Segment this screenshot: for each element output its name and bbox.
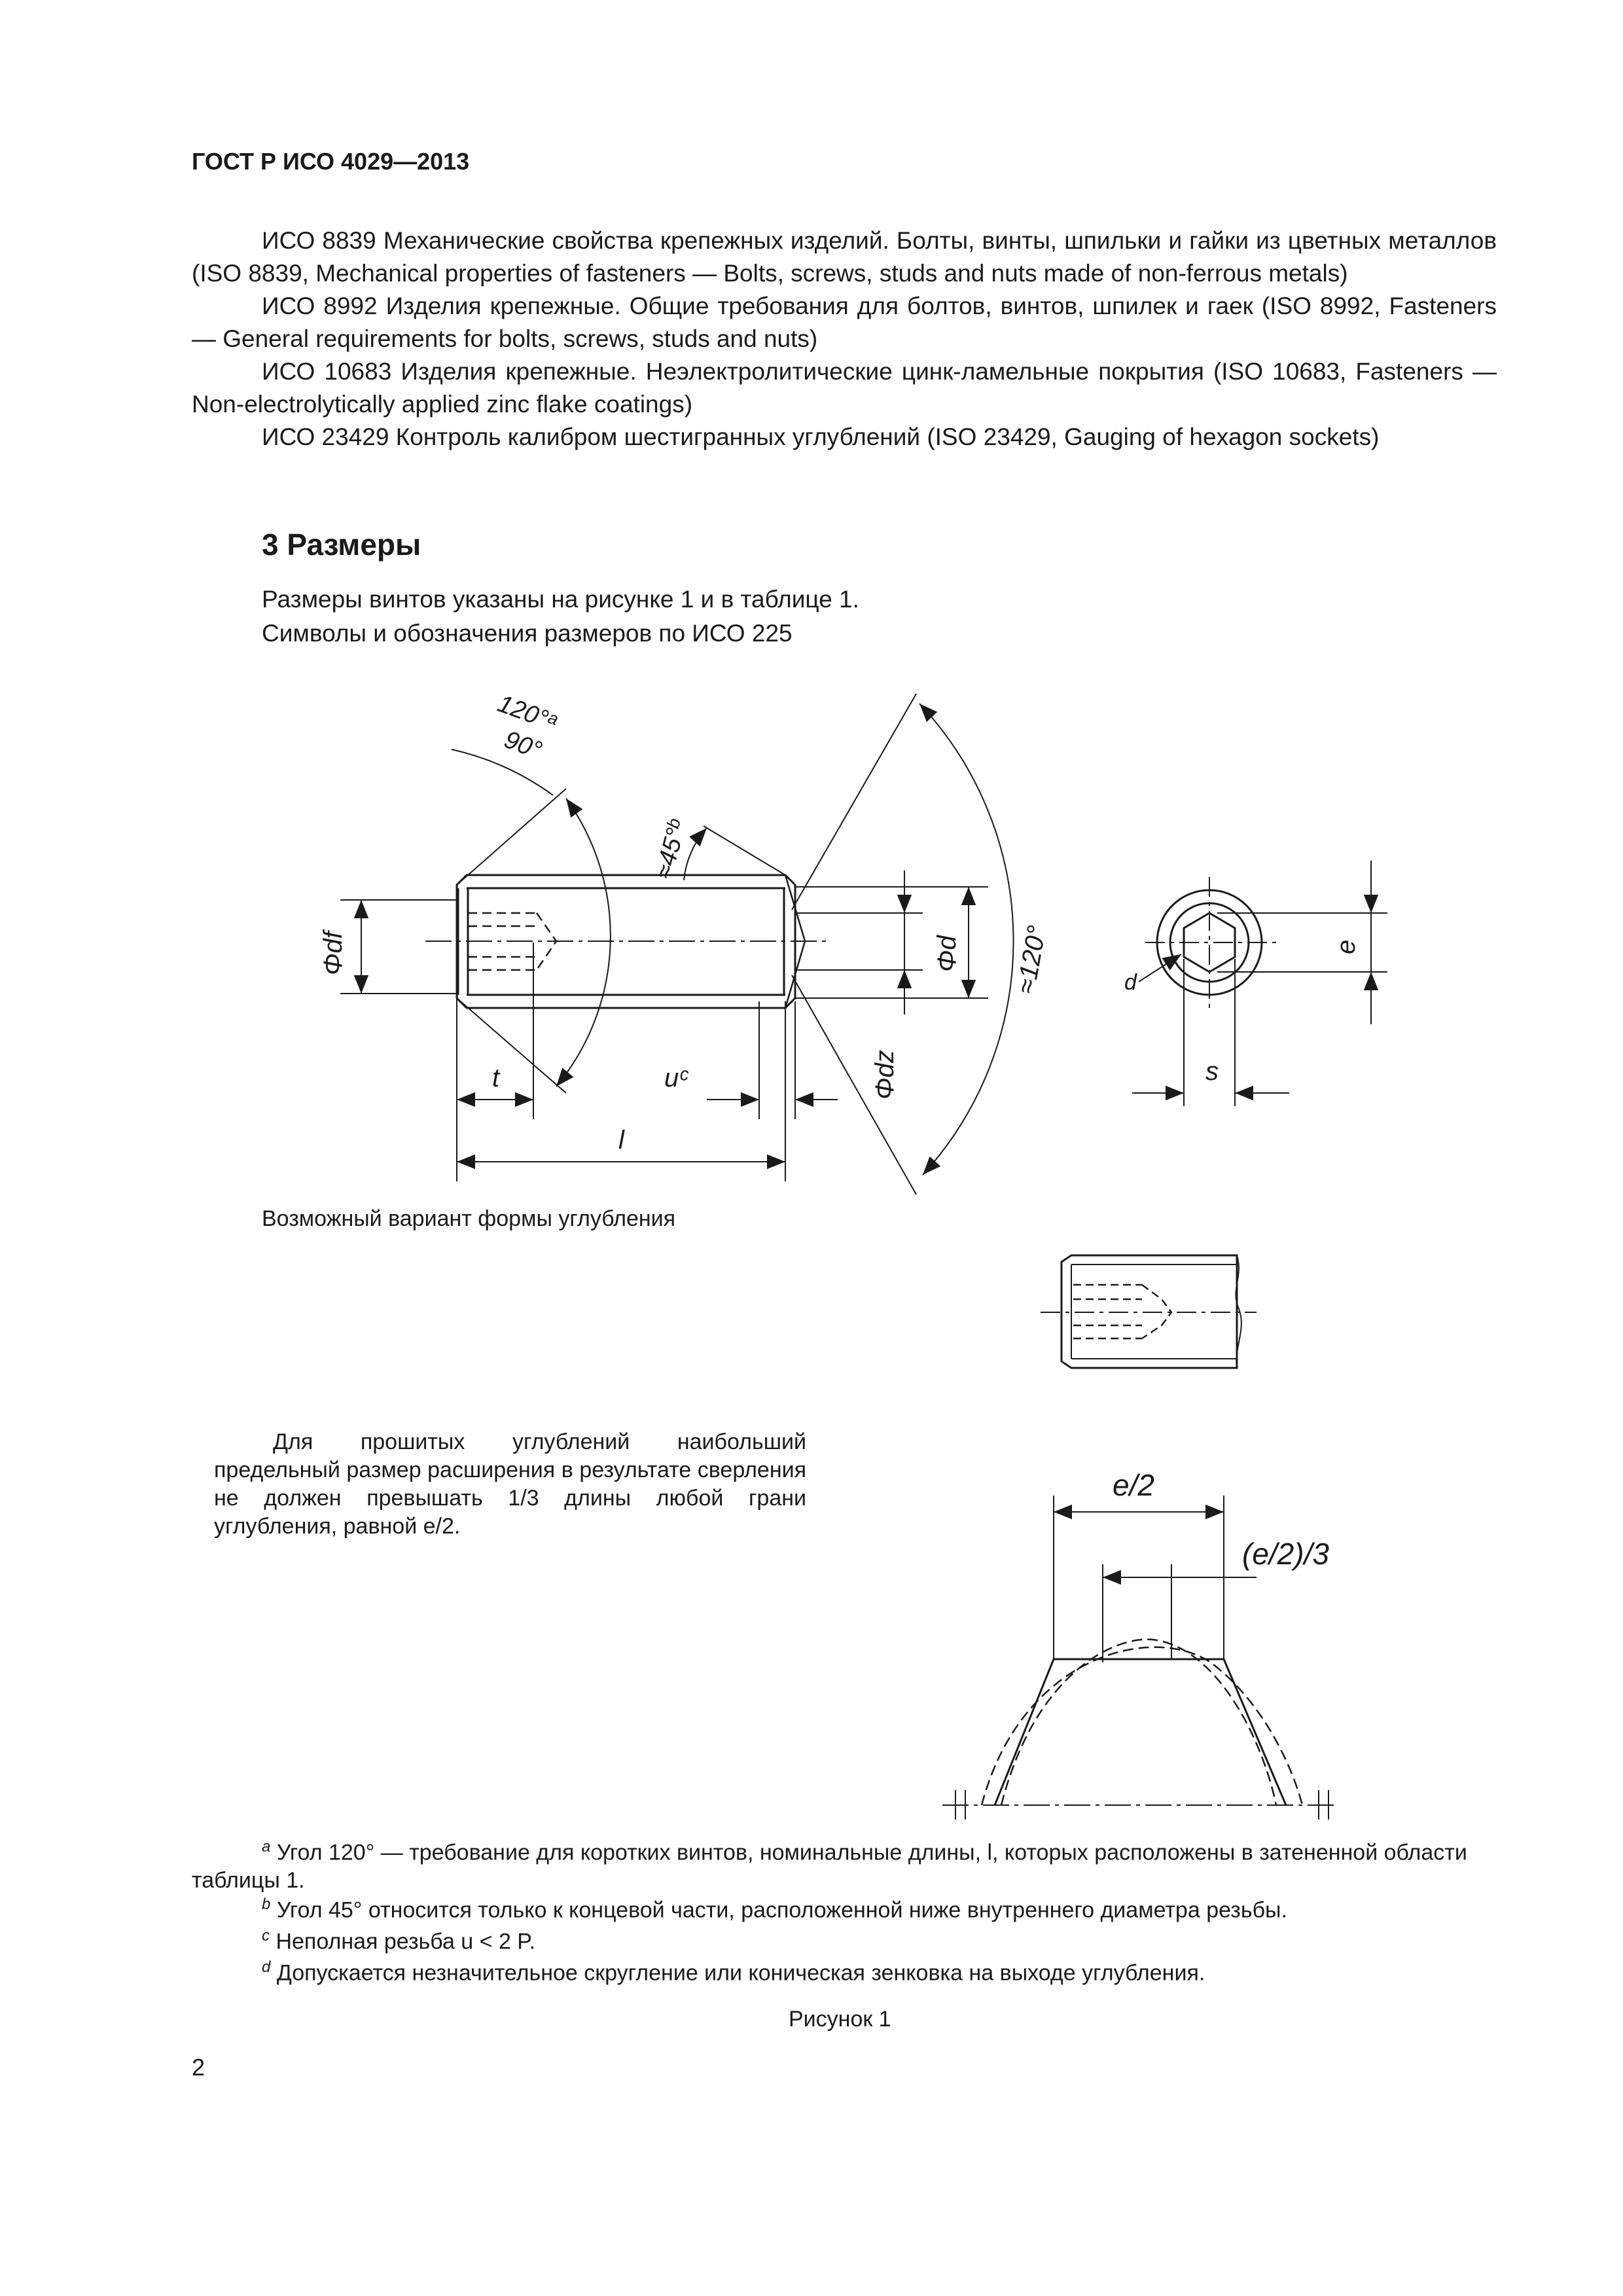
footnote-mark: b — [262, 1895, 271, 1913]
label-approx-120: ≈120° — [1011, 923, 1052, 996]
variant-caption: Возможный вариант формы углубления — [262, 1206, 676, 1231]
intro-line: Символы и обозначения размеров по ИСО 225 — [262, 620, 793, 647]
label-e-half: e/2 — [1113, 1468, 1154, 1502]
label-angle-90: 90° — [500, 725, 546, 765]
footnote-mark: d — [262, 1958, 271, 1976]
footnote-text: Угол 120° — требование для коротких винтов, номинальные длины, l, которых расположены в затененной области таблицы 1. — [192, 1840, 1467, 1893]
footnote-mark: a — [262, 1838, 271, 1856]
label-e: e — [1332, 939, 1361, 954]
footnote-c — [192, 1922, 1497, 1956]
footnote-mark: c — [262, 1927, 270, 1945]
screw-side-view — [425, 875, 831, 1008]
label-phi-dz: Φdz — [870, 1050, 899, 1100]
label-u-c: uᶜ — [664, 1064, 688, 1092]
reference-item: ИСО 10683 Изделия крепежные. Неэлектролитические цинк-ламельные покрытия (ISO 10683, Fasteners — Non-electrolytically applied zinc flake coatings) — [192, 358, 1497, 418]
label-phi-df: Φdf — [319, 931, 348, 975]
footnote-text: Угол 45° относится только к концевой части, расположенной ниже внутреннего диаметра резьбы. — [276, 1897, 1287, 1923]
footnote-b — [192, 1890, 1497, 1924]
screw-end-view — [1132, 861, 1387, 1106]
reference-item: ИСО 23429 Контроль калибром шестигранных углублений (ISO 23429, Gauging of hexagon sockets) — [262, 423, 1380, 450]
footnote-d — [192, 1953, 1497, 1987]
label-s: s — [1205, 1057, 1219, 1086]
footnote-a — [192, 1833, 1497, 1895]
footnote-text: Неполная резьба u < 2 P. — [276, 1929, 536, 1954]
footnote-text: Допускается незначительное скругление или коническая зенковка на выходе углубления. — [276, 1960, 1205, 1986]
label-d-note: d — [1124, 970, 1137, 995]
page-number: 2 — [192, 2054, 205, 2081]
reference-item: ИСО 8992 Изделия крепежные. Общие требования для болтов, винтов, шпилек и гаек (ISO 8992, Fasteners — General requirements for bolts, screws, studs and nuts) — [192, 293, 1497, 352]
intro-line: Размеры винтов указаны на рисунке 1 и в таблице 1. — [262, 586, 859, 613]
label-e-half-third: (e/2)/3 — [1242, 1537, 1329, 1571]
label-l: l — [618, 1126, 624, 1155]
section-title: 3 Размеры — [262, 528, 421, 562]
label-phi-d: Φd — [933, 935, 961, 972]
label-t: t — [492, 1064, 500, 1092]
figure-caption: Рисунок 1 — [789, 2007, 891, 2032]
broach-note: Для прошитых углублений наибольший предельный размер расширения в результате сверления не должен превышать 1/3 длины любой грани углубления, равной e/2. — [214, 1429, 806, 1539]
label-angle-120a: 120°ᵃ — [493, 689, 560, 736]
label-angle-45b: ≈45°ᵇ — [650, 817, 692, 882]
document-header: ГОСТ Р ИСО 4029—2013 — [192, 148, 470, 175]
variant-screw-view — [1041, 1255, 1257, 1368]
reference-item: ИСО 8839 Механические свойства крепежных изделий. Болты, винты, шпильки и гайки из цветных металлов (ISO 8839, Mechanical properties of fasteners — Bolts, screws, studs and nuts made of non-ferrous metals) — [192, 227, 1497, 287]
